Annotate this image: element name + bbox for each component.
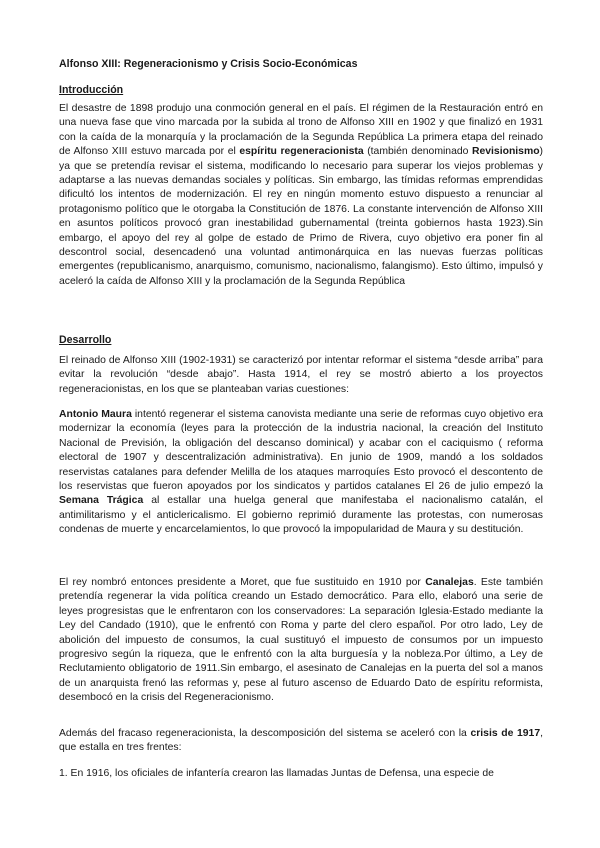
development-paragraph-5 [59,767,543,781]
bold-term: crisis de 1917 [470,728,541,739]
document-title: Alfonso XIII: Regeneracionismo y Crisis Socio-Económicas [59,58,358,70]
text-run: intentó regenerar el sistema canovista mediante una serie de reformas cuyo objetivo era modernizar la economía (leyes para la protección de la industria nacional, la creación del Instituto Nacional de Previsión, la obligación del descanso dominical) y acabar con el caciquismo ( reforma electoral de 1907 y descentralización administrativa). En junio de 1909, mandó a los soldados reservistas catalanes para defender Melilla de los ataques marroquíes Esto provocó el descontento de los reservistas que fueron apoyados por los sindicatos y partidos catalanes El 26 de julio empezó la [59,409,543,493]
text-run: al estallar una huelga general que manifestaba el nacionalismo catalán, el antimilitarismo y el anticlericalismo. El gobierno reprimió duramente las protestas, con numerosas condenas de muerte y encarcelamientos, lo que provocó la impopularidad de Maura y su destitución. [59,495,543,536]
bold-term: espíritu regeneracionista [239,146,364,158]
bold-term: Antonio Maura [59,409,132,420]
bold-term: Revisionismo [471,146,540,158]
text-run: Además del fracaso regeneracionista, la descomposición del sistema se aceleró con la [59,728,471,739]
text-run: ) ya que se pretendía revisar el sistema, modificando lo necesario para superar los viejos problemas y adaptarse a las nuevas demandas sociales y políticas. Sin embargo, las tímidas reformas emprendidas dificultó los intentos de modernización. El rey en ningún momento estuvo dispuesto a renunciar al protagonismo político que le otorgaba la Constitución de 1876. La constante intervención de Alfonso XIII en asuntos políticos provocó gran inestabilidad gubernamental (treinta gobiernos hasta 1923).Sin embargo, el apoyo del rey al golpe de estado de Primo de Rivera, cuyo objetivo era poner fin al descontrol social, desencadenó una voluntad antimonárquica en las nuevas fuerzas políticas emergentes (republicanismo, anarquismo, comunismo, nacionalismo, falangismo). Esto último, impulsó y aceleró la caída de Alfonso XIII y la proclamación de la Segunda República [59,146,544,287]
text-run: El reinado de Alfonso XIII (1902-1931) se caracterizó por intentar reformar el sistema “desde arriba” para evitar la revolución “desde abajo”. Hasta 1914, el rey se mostró abierto a los proyectos regeneracionistas, en los que se planteaban varias cuestiones: [59,355,543,395]
text-run: . Este también pretendía regenerar la vida política creando un Estado democrático. Para ello, elaboró una serie de leyes progresistas que le enfrentaron con los conservadores: La separación Iglesia-Estado mediante la Ley del Candado (1910), que le enfrentó con Roma y parte del clero español. Por otro lado, Ley de abolición del impuesto de consumos, la cual sustituyó el impuesto de consumos por un impuesto progresivo según la riqueza, que le enfrentó con la alta burguesía y la nobleza.Por último, a Ley de Reclutamiento obligatorio de 1911.Sin embargo, el asesinato de Canalejas en la puerta del sol a manos de un anarquista frenó las reformas y, pese al futuro ascenso de Eduardo Dato de espíritu reformista, desembocó en la crisis del Regeneracionismo. [59,577,543,704]
development-paragraph-1 [59,354,543,397]
text-run: El desastre de 1898 produjo una conmoción general en el país. El régimen de la Restauración entró en una nueva fase que vino marcada por la subida al trono de Alfonso XIII en 1902 y que finalizó en 1931 con la caída de la monarquía y la proclamación de la Segunda República La primera etapa del reinado de Alfonso XIII estuvo marcada por el [59,103,543,158]
bold-term: Canalejas [425,577,474,588]
intro-heading: Introducción [59,84,124,96]
text-run: El rey nombró entonces presidente a Moret, que fue sustituido en 1910 por [59,577,426,588]
development-paragraph-2 [59,408,543,538]
intro-paragraph [59,102,543,289]
text-run: (también denominado [363,146,472,158]
bold-term: Semana Trágica [59,495,144,507]
text-run: , que estalla en tres frentes: [59,728,544,754]
text-run: 1. En 1916, los oficiales de infantería crearon las llamadas Juntas de Defensa, una especie de [59,768,494,779]
development-paragraph-3 [59,576,543,706]
development-heading: Desarrollo [59,334,112,346]
development-paragraph-4 [59,727,543,756]
